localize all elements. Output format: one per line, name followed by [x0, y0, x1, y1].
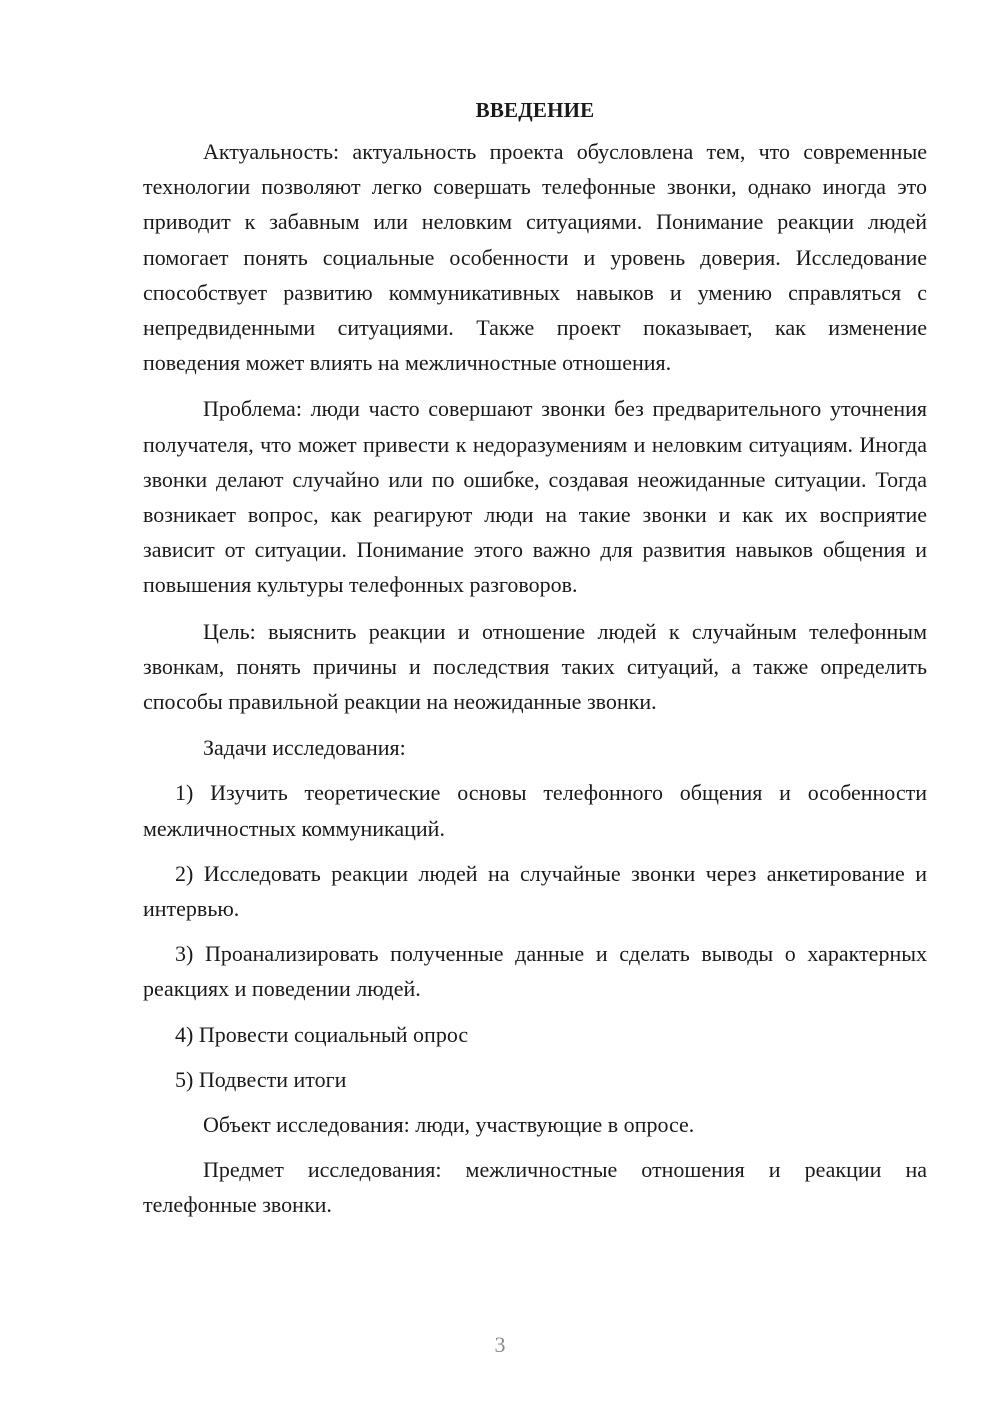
page-number: 3 — [494, 1332, 506, 1357]
tasks-heading: Задачи исследования: — [203, 735, 406, 761]
problem-paragraph: Проблема: люди часто совершают звонки без предварительного уточнения получателя, что может привести к недоразумениям и неловким ситуациям. Иногда звонки делают случайно или по ошибке, создавая неожиданные ситуации. Тогда возникает вопрос, как реагируют люди на такие звонки и как их восприятие зависит от ситуации. Понимание этого важно для развития навыков общения и повышения культуры телефонных разговоров. — [143, 396, 927, 598]
task-item-5: 5) Подвести итоги — [175, 1066, 347, 1092]
task-item-1: 1) Изучить теоретические основы телефонного общения и особенности межличностных коммуникаций. — [143, 780, 927, 841]
goal-paragraph: Цель: выяснить реакции и отношение людей к случайным телефонным звонкам, понять причины и последствия таких ситуаций, а также определить способы правильной реакции на неожиданные звонки. — [143, 618, 927, 715]
subject-paragraph: Предмет исследования: межличностные отношения и реакции на телефонные звонки. — [143, 1157, 927, 1218]
page-title: ВВЕДЕНИЕ — [475, 98, 595, 122]
page-content — [143, 92, 927, 1223]
task-item-3: 3) Проанализировать полученные данные и сделать выводы о характерных реакциях и поведении людей. — [143, 941, 927, 1002]
object-paragraph: Объект исследования: люди, участвующие в опросе. — [203, 1112, 695, 1138]
task-item-4: 4) Провести социальный опрос — [175, 1021, 469, 1047]
task-item-2: 2) Исследовать реакции людей на случайные звонки через анкетирование и интервью. — [143, 860, 927, 922]
relevance-paragraph: Актуальность: актуальность проекта обусловлена тем, что современные технологии позволяют легко совершать телефонные звонки, однако иногда это приводит к забавным или неловким ситуациями. Понимание реакции людей помогает понять социальные особенности и уровень доверия. Исследование способствует развитию коммуникативных навыков и умению справляться с непредвиденными ситуациями. Также проект показывает, как изменение поведения может влиять на межличностные отношения. — [143, 139, 927, 376]
